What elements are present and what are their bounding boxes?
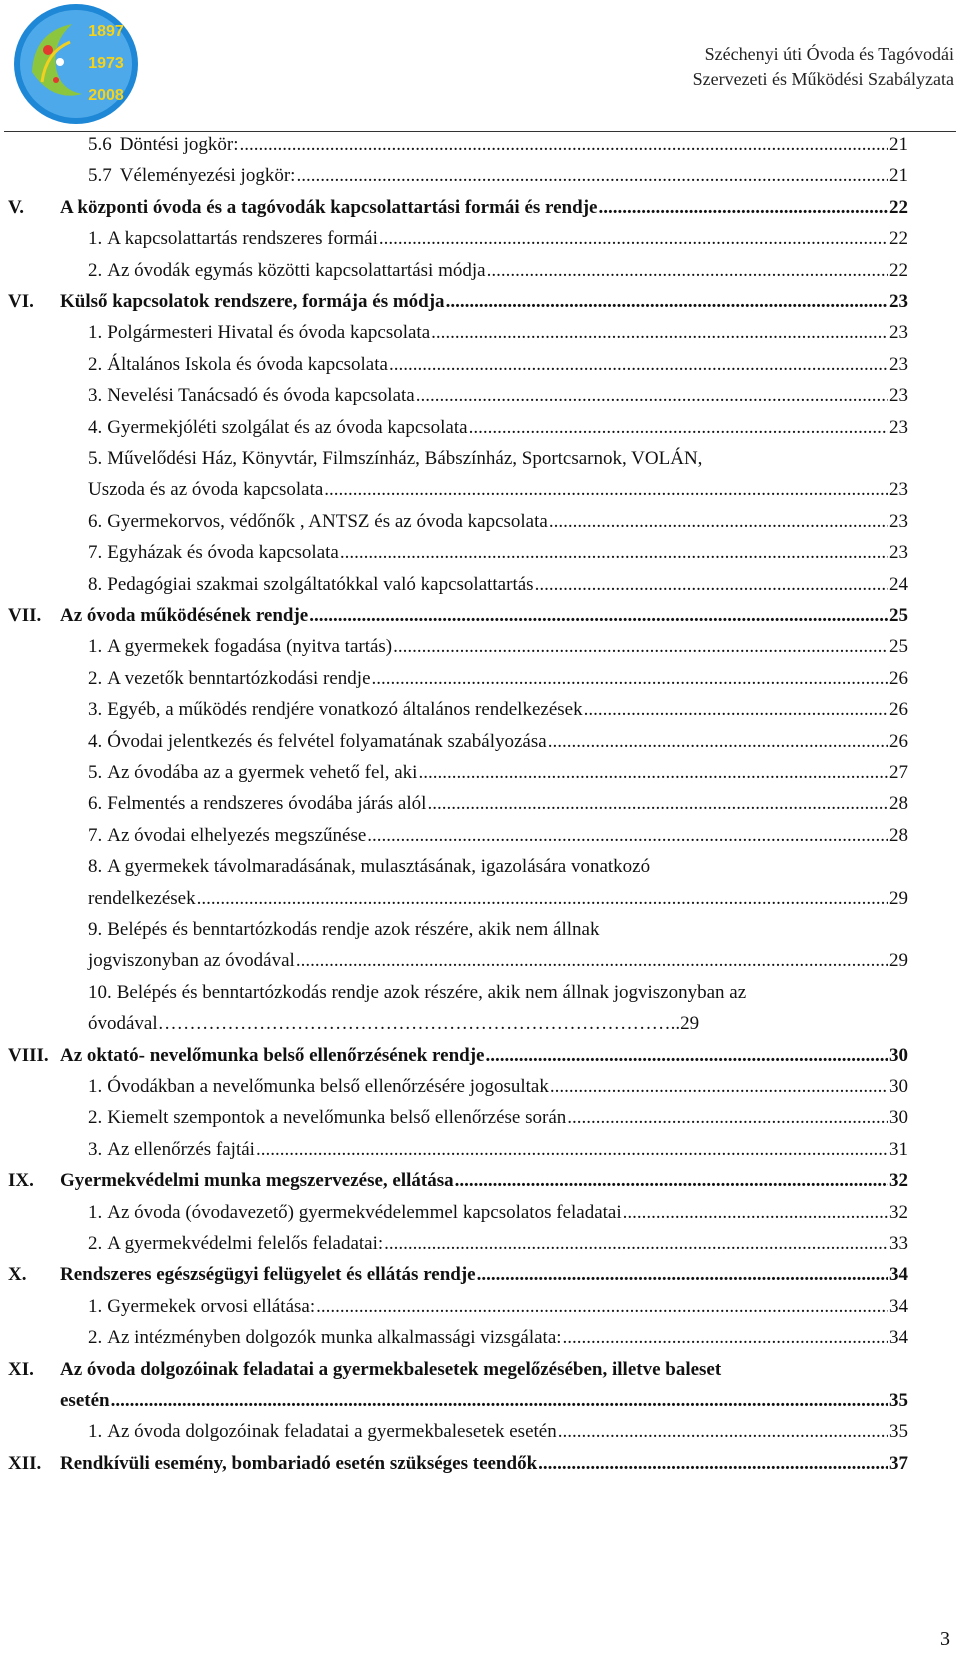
toc-number: 5.7 [88,165,112,187]
toc-title-continuation: rendelkezések [88,887,196,909]
toc-title-line [107,854,908,880]
logo-year-2: 1973 [88,55,124,72]
header-title-line1: Széchenyi úti Óvoda és Tagóvodái [704,44,954,64]
toc-leader-dots [535,572,888,598]
toc-title: Kiemelt szempontok a nevelőmunka belső ellenőrzése során [107,1107,567,1129]
toc-page-number: 27 [889,762,908,783]
toc-title-line [60,1357,908,1383]
toc-title: Gyermekorvos, védőnők , ANTSZ és az óvoda kapcsolata [107,510,548,532]
toc-number: 8. [88,573,103,595]
toc-title: Belépés és benntartózkodás rendje azok részére, akik nem állnak jogviszonyban az [116,981,747,1003]
toc-leader-dots [427,791,888,817]
toc-title: Az intézményben dolgozók munka alkalmassági vizsgálata: [107,1327,562,1349]
toc-title: Az óvoda működésének rendje [60,605,309,626]
toc-leader-dots [111,1388,888,1414]
toc-leader-dots [469,415,888,441]
toc-title: Pedagógiai szakmai szolgáltatókkal való kapcsolattartás [107,573,534,595]
toc-leader-dots [549,509,888,535]
toc-number: X. [8,1264,27,1286]
toc-page-number: 23 [889,510,908,532]
toc-leader-dots [197,886,888,912]
toc-leader-dots [367,823,888,849]
toc-number: 6. [88,510,103,532]
toc-title: A központi óvoda és a tagóvodák kapcsolattartási formái és rendje [60,196,598,218]
toc-title: Az óvodai elhelyezés megszűnése [107,824,367,846]
toc-page-number: 31 [889,1138,908,1160]
toc-number: 4. [88,730,103,752]
toc-page-number: 25 [889,636,908,658]
toc-leader-dots [296,163,888,189]
toc-page-number: 32 [889,1170,908,1192]
toc-title: Az óvoda dolgozóinak feladatai a gyermekbalesetek esetén [107,1421,557,1443]
toc-leader-dots [431,320,888,346]
toc-title: Gyermekek orvosi ellátása: [107,1295,316,1317]
toc-leader-dots [256,1137,888,1163]
toc-number: 9. [88,919,103,940]
toc-page-number: 35 [889,1390,908,1411]
toc-leader-dots [567,1105,888,1131]
toc-number: 2. [88,667,103,689]
header-title [693,42,954,92]
toc-number: 6. [88,793,103,815]
toc-title: Egyházak és óvoda kapcsolata [107,542,339,564]
toc-number: VI. [8,291,34,312]
toc-page-number: 23 [889,322,908,344]
toc-number: 2. [88,1107,103,1129]
toc-number: 5.6 [88,134,112,155]
toc-title: Egyéb, a működés rendjére vonatkozó általános rendelkezések [107,699,583,721]
toc-title: Nevelési Tanácsadó és óvoda kapcsolata [107,385,415,407]
toc-number: 2. [88,259,103,281]
toc-title-line [107,917,908,943]
toc-title: Az óvoda (óvodavezető) gyermekvédelemmel kapcsolatos feladatai [107,1201,622,1223]
toc-leader-dots [598,195,888,221]
toc-page-number: 26 [889,730,908,752]
toc-page-number: 28 [889,793,908,815]
toc-leader-dots [563,1325,888,1351]
toc-page-number: 32 [889,1201,908,1223]
toc-title: Döntési jogkör: [119,134,239,155]
toc-number: 7. [88,542,103,564]
toc-number: 1. [88,1295,103,1317]
toc-number: 1. [88,1421,103,1443]
toc-title: Az óvodák egymás közötti kapcsolattartási módja [107,259,486,281]
toc-leader-dots [324,477,888,503]
toc-page-number: 24 [889,573,908,595]
toc-title: Rendszeres egészségügyi felügyelet és ellátás rendje [60,1264,476,1286]
toc-leader-dots [477,1262,888,1288]
toc-number: XII. [8,1452,42,1474]
toc-number: 4. [88,416,103,438]
toc-leader-dots [416,383,888,409]
toc-leader-dots [446,289,888,315]
toc-number: 2. [88,1233,103,1254]
toc-page-number: 30 [889,1107,908,1129]
toc-title-line [107,446,908,472]
toc-page-number: 34 [889,1295,908,1317]
toc-leader-dots [372,666,888,692]
toc-title: A gyermekek fogadása (nyitva tartás) [107,636,393,658]
toc-leader-dots [584,697,888,723]
toc-leader-dots [623,1200,888,1226]
toc-page-number: 22 [889,259,908,281]
toc-title: Művelődési Ház, Könyvtár, Filmszínház, Bábszínház, Sportcsarnok, VOLÁN, [107,448,703,469]
toc-title: Külső kapcsolatok rendszere, formája és módja [60,291,445,312]
toc-title: Az óvodába az a gyermek vehető fel, aki [107,762,418,783]
toc-page-number: 26 [889,699,908,721]
toc-title: Általános Iskola és óvoda kapcsolata [107,353,388,375]
toc-page-number: 29 [680,1013,700,1035]
toc-leader-dots [296,948,888,974]
toc-page-number: 35 [889,1421,908,1443]
toc-leader-dots [538,1451,888,1477]
toc-leader-dots [309,603,888,629]
toc-title: A vezetők benntartózkodási rendje [107,667,371,689]
toc-page-number: 23 [889,291,908,312]
toc-title-continuation: jogviszonyban az óvodával [88,950,295,972]
toc-leader-dots [550,1074,888,1100]
toc-leader-dots [379,226,888,252]
toc-number: XI. [8,1358,34,1380]
toc-leader-dots [455,1168,888,1194]
toc-page-number: 23 [889,385,908,407]
toc-leader-dots [384,1231,888,1257]
toc-title: A gyermekek távolmaradásának, mulasztásának, igazolására vonatkozó [107,856,651,878]
toc-page-number: 29 [889,887,908,909]
toc-number: 1. [88,322,103,344]
page-number: 3 [940,1628,950,1650]
toc-title-continuation: Uszoda és az óvoda kapcsolata [88,479,324,501]
toc-number: 8. [88,856,103,878]
toc-number: 1. [88,1076,103,1097]
toc-title: Az ellenőrzés fajtái [107,1138,255,1160]
toc-number: VIII. [8,1044,49,1066]
toc-number: 5. [88,762,103,783]
toc-number: 3. [88,699,103,721]
toc-title: A gyermekvédelmi felelős feladatai: [107,1233,384,1254]
toc-page-number: 30 [889,1076,908,1097]
toc-number: 1. [88,228,103,250]
toc-title: Óvodákban a nevelőmunka belső ellenőrzésére jogosultak [107,1076,549,1097]
toc-title: Óvodai jelentkezés és felvétel folyamatának szabályozása [107,730,547,752]
toc-number: 10. [88,981,112,1003]
logo-year-3: 2008 [88,87,124,104]
logo-year-1: 1897 [88,23,124,40]
toc-page-number: 26 [889,667,908,689]
toc-title: Felmentés a rendszeres óvodába járás alól [107,793,427,815]
toc-page-number: 22 [889,196,908,218]
toc-title: Gyermekjóléti szolgálat és az óvoda kapcsolata [107,416,468,438]
toc-page-number: 23 [889,353,908,375]
toc-page-number: 37 [889,1452,908,1474]
toc-number: 2. [88,353,103,375]
toc-leader-dots [485,1043,888,1069]
toc-title-continuation: esetén [60,1390,110,1411]
toc-title: Az oktató- nevelőmunka belső ellenőrzésének rendje [60,1044,485,1066]
toc-number: 3. [88,1138,103,1160]
toc-page-number: 29 [889,950,908,972]
toc-leader-dots [548,729,888,755]
toc-leader-dots [389,352,888,378]
toc-leader-dots [340,540,888,566]
toc-number: 7. [88,824,103,846]
toc-title: Belépés és benntartózkodás rendje azok részére, akik nem állnak [107,919,600,940]
toc-title: Rendkívüli esemény, bombariadó esetén szükséges teendők [60,1452,538,1474]
toc-page-number: 34 [889,1264,908,1286]
toc-number: V. [8,196,25,218]
toc-leader-dots [393,634,888,660]
header-title-line2: Szervezeti és Működési Szabályzata [692,69,954,89]
toc-page-number: 30 [889,1044,908,1066]
toc-page-number: 23 [889,542,908,564]
toc-page-number: 28 [889,824,908,846]
toc-number: 5. [88,448,103,469]
page-header [0,0,960,132]
toc-title: Gyermekvédelmi munka megszervezése, ellátása [60,1170,454,1192]
toc-page-number: 23 [889,416,908,438]
toc-page-number: 33 [889,1233,908,1254]
toc-title: Az óvoda dolgozóinak feladatai a gyermekbalesetek megelőzésében, illetve baleset [60,1358,722,1380]
toc-number: 2. [88,1327,103,1349]
toc-page-number: 22 [889,228,908,250]
kindergarten-logo [12,2,140,126]
toc-title-continuation: óvodával……………………………………………………………………….. [88,1013,681,1035]
toc-number: IX. [8,1170,34,1192]
toc-title: Polgármesteri Hivatal és óvoda kapcsolata [107,322,431,344]
toc-page-number: 21 [889,134,908,155]
toc-title: Véleményezési jogkör: [119,165,296,187]
toc-number: 3. [88,385,103,407]
toc-number: VII. [8,605,42,626]
toc-page-number: 25 [889,605,908,626]
toc-page-number: 34 [889,1327,908,1349]
toc-leader-dots [316,1294,888,1320]
toc-number: 1. [88,636,103,658]
toc-page-number: 23 [889,479,908,501]
toc-title: A kapcsolattartás rendszeres formái [107,228,378,250]
toc-number: 1. [88,1201,103,1223]
toc-title-line [117,980,908,1006]
toc-leader-dots [558,1419,888,1445]
toc-leader-dots [487,258,888,284]
toc-leader-dots [240,132,889,158]
toc-page-number: 21 [889,165,908,187]
toc-leader-dots [418,760,888,786]
